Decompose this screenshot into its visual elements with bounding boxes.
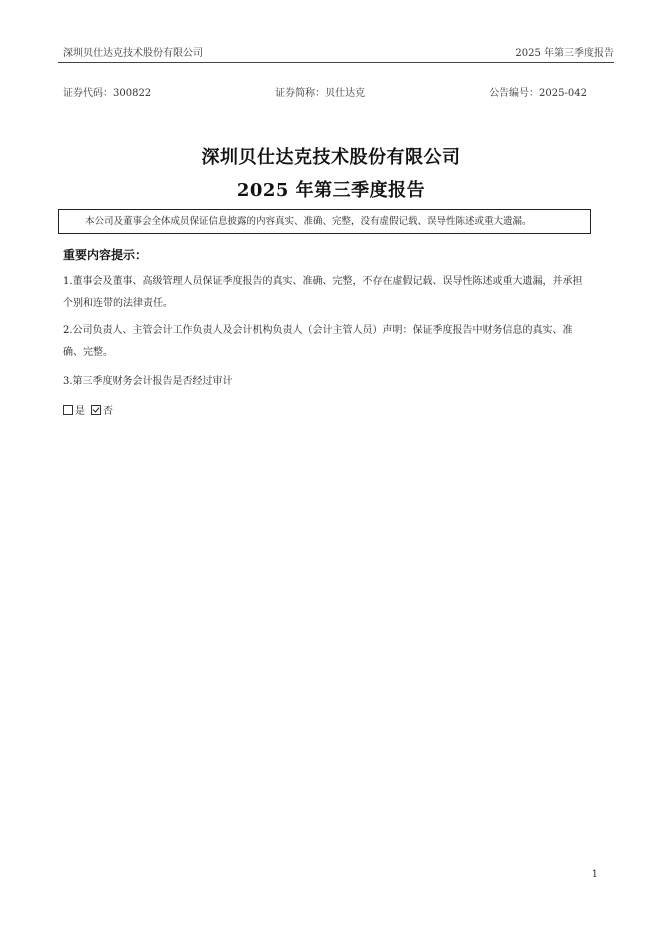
notice-item-2-line-2: 确、完整。 [63,347,113,358]
unchecked-box-icon [63,405,73,415]
header-report-title: 2025 年第三季度报告 [515,48,614,59]
option-no [91,402,113,417]
board-statement-text: 本公司及董事会全体成员保证信息披露的内容真实、准确、完整，没有虚假记载、误导性陈述或重大遗漏。 [85,216,532,227]
page-number: 1 [591,869,598,880]
meta-row [63,84,587,99]
header-divider [58,62,614,63]
notice-item-2 [63,320,588,364]
header-company: 深圳贝仕达克技术股份有限公司 [63,48,203,59]
board-statement-box [58,209,591,234]
notice-item-1 [63,271,588,315]
report-title: 2025 年第三季度报告 [236,180,426,201]
stock-name: 证券简称：贝仕达克 [275,88,366,99]
notice-item-1-line-1: 1.董事会及董事、高级管理人员保证季度报告的真实、准确、完整，不存在虚假记载、误导性陈述或重大遗漏，并承担 [63,276,583,287]
option-no-label: 否 [103,406,113,417]
running-header [63,44,614,59]
company-title: 深圳贝仕达克技术股份有限公司 [201,147,461,168]
important-notice-heading: 重要内容提示： [63,248,148,262]
notice-item-3: 3.第三季度财务会计报告是否经过审计 [63,376,233,387]
stock-code: 证券代码：300822 [63,88,152,99]
notice-item-1-line-2: 个别和连带的法律责任。 [63,298,173,309]
notice-item-2-line-1: 2.公司负责人、主管会计工作负责人及会计机构负责人（会计主管人员）声明：保证季度报告中财务信息的真实、准 [63,325,573,336]
audit-options [63,402,119,417]
announcement-number: 公告编号：2025-042 [489,88,587,99]
option-yes-label: 是 [75,406,85,417]
option-yes [63,402,85,417]
checked-box-icon [91,405,101,415]
